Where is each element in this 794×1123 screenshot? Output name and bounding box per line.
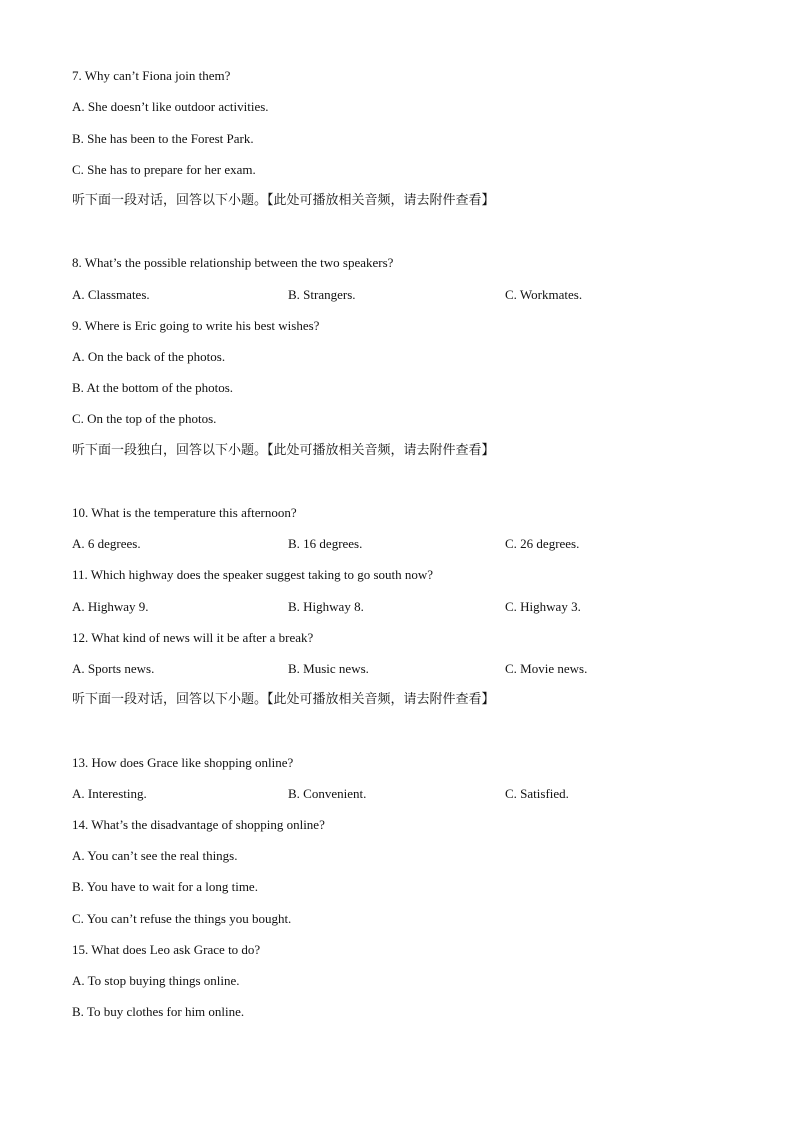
question-12: 12. What kind of news will it be after a break? (72, 630, 314, 645)
q8-option-c: C. Workmates. (505, 287, 583, 302)
question-15: 15. What does Leo ask Grace to do? (72, 942, 261, 957)
q10-options-row (72, 536, 722, 552)
q7-option-a: A. She doesn’t like outdoor activities. (72, 99, 269, 114)
q9-option-a: A. On the back of the photos. (72, 349, 226, 364)
q7-option-b: B. She has been to the Forest Park. (72, 131, 254, 146)
q11-option-b: B. Highway 8. (288, 599, 364, 614)
section-instruction-2: 听下面一段独白，回答以下小题。【此处可播放相关音频，请去附件查看】 (72, 443, 495, 458)
q13-option-b: B. Convenient. (288, 786, 367, 801)
q9-option-c: C. On the top of the photos. (72, 411, 217, 426)
q12-option-c: C. Movie news. (505, 661, 588, 676)
question-10: 10. What is the temperature this afternoon? (72, 505, 297, 520)
q10-option-c: C. 26 degrees. (505, 536, 580, 551)
q11-option-a: A. Highway 9. (72, 599, 149, 614)
section-instruction-3: 听下面一段对话，回答以下小题。【此处可播放相关音频，请去附件查看】 (72, 692, 495, 707)
q14-option-c: C. You can’t refuse the things you bought. (72, 911, 292, 926)
q8-option-b: B. Strangers. (288, 287, 356, 302)
q8-options-row (72, 287, 722, 303)
question-11: 11. Which highway does the speaker suggest taking to go south now? (72, 567, 434, 582)
q15-option-b: B. To buy clothes for him online. (72, 1004, 245, 1019)
question-9: 9. Where is Eric going to write his best wishes? (72, 318, 320, 333)
q9-option-b: B. At the bottom of the photos. (72, 380, 234, 395)
question-13: 13. How does Grace like shopping online? (72, 755, 294, 770)
q14-option-b: B. You have to wait for a long time. (72, 879, 258, 894)
q13-option-a: A. Interesting. (72, 786, 147, 801)
q12-option-a: A. Sports news. (72, 661, 155, 676)
question-7: 7. Why can’t Fiona join them? (72, 68, 231, 83)
section-instruction-1: 听下面一段对话，回答以下小题。【此处可播放相关音频，请去附件查看】 (72, 193, 495, 208)
q10-option-b: B. 16 degrees. (288, 536, 363, 551)
q11-options-row (72, 599, 722, 615)
q12-options-row (72, 661, 722, 677)
question-14: 14. What’s the disadvantage of shopping online? (72, 817, 325, 832)
q12-option-b: B. Music news. (288, 661, 369, 676)
q14-option-a: A. You can’t see the real things. (72, 848, 238, 863)
q15-option-a: A. To stop buying things online. (72, 973, 240, 988)
q7-option-c: C. She has to prepare for her exam. (72, 162, 256, 177)
q11-option-c: C. Highway 3. (505, 599, 581, 614)
q10-option-a: A. 6 degrees. (72, 536, 141, 551)
q8-option-a: A. Classmates. (72, 287, 150, 302)
q13-option-c: C. Satisfied. (505, 786, 569, 801)
q13-options-row (72, 786, 722, 802)
question-8: 8. What’s the possible relationship between the two speakers? (72, 255, 394, 270)
